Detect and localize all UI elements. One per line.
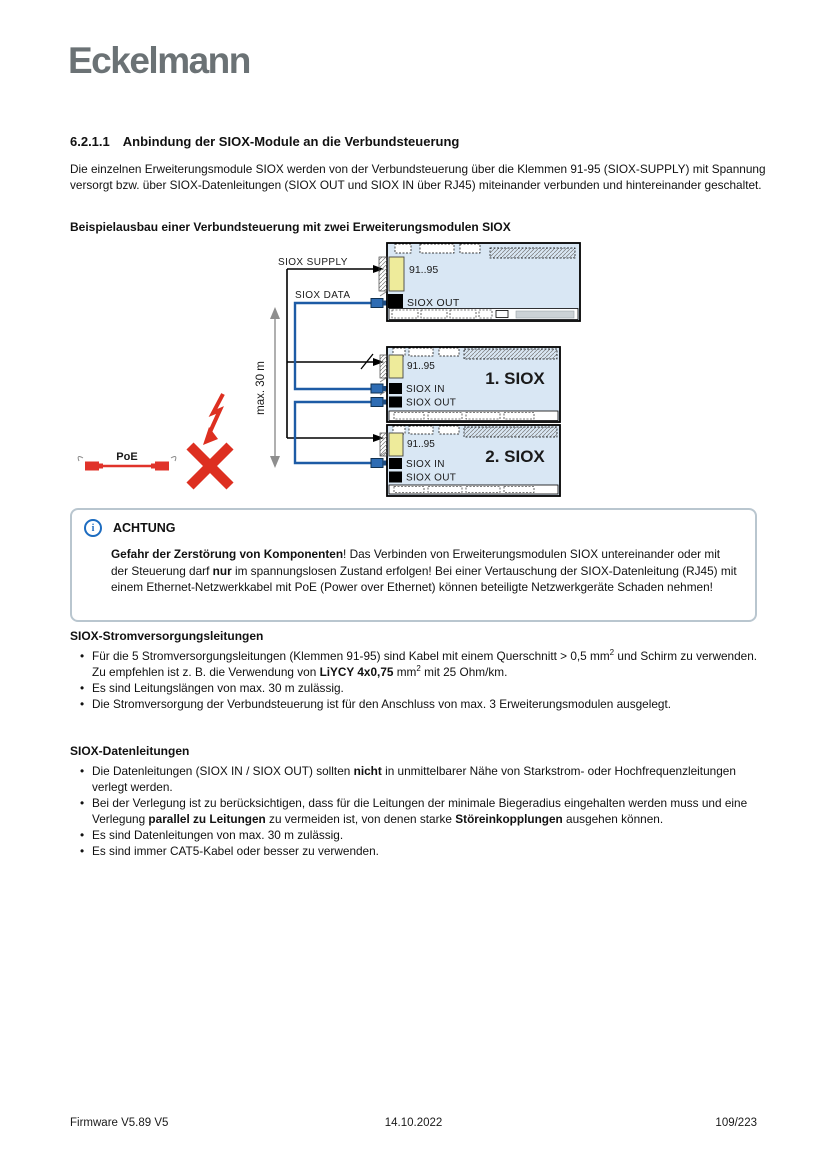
company-logo: Eckelmann — [68, 40, 250, 81]
distance-label: max. 30 m — [255, 361, 267, 415]
bullet-text: Die Datenleitungen (SIOX IN / SIOX OUT) sollten — [92, 764, 354, 778]
bullet-text: mm — [393, 665, 417, 679]
module-name: 2. SIOX — [485, 447, 545, 466]
port-label: SIOX OUT — [406, 472, 457, 484]
siox-in-port — [389, 458, 402, 469]
supply-socket — [379, 257, 387, 291]
bullet-bold-text: Störeinkopplungen — [455, 812, 563, 826]
module-name: 1. SIOX — [485, 369, 545, 388]
bullet-text: zu vermeiden ist, von denen starke — [265, 812, 456, 826]
info-circle-icon: i — [84, 519, 102, 537]
terminal-block-91-95 — [389, 257, 404, 291]
siox-out-port — [389, 397, 402, 408]
footer-firmware: Firmware V5.89 V5 — [70, 1117, 169, 1129]
rj45-plug-icon — [371, 292, 388, 308]
siox-module-1 — [380, 347, 560, 422]
subsection-heading: SIOX-Stromversorgungsleitungen — [70, 629, 264, 643]
port-label: SIOX OUT — [407, 297, 460, 309]
page-footer — [70, 1117, 757, 1129]
bullet-text: und Schirm zu verwenden. Zu empfehlen ist z. B. die Verwendung von — [92, 649, 758, 679]
section-heading — [70, 134, 459, 149]
poe-plug-icon — [85, 462, 99, 471]
vent-grid — [464, 349, 557, 359]
bullet-item: • Es sind immer CAT5-Kabel oder besser zu verwenden. — [70, 843, 770, 859]
diagram-canvas — [70, 241, 760, 501]
supply-socket — [380, 355, 387, 378]
notice-text: im spannungslosen Zustand erfolgen! Bei einer Vertauschung der SIOX-Datenleitung (RJ45) mit einem Ethernet-Netzwerkkabel mit PoE (Power over Ethernet) können beteiligte Netzwerkgeräte Schaden nehmen! — [111, 563, 737, 594]
footer-date: 14.10.2022 — [384, 1117, 443, 1129]
siox-module-2 — [380, 425, 560, 496]
poe-label: PoE — [116, 451, 138, 463]
notice-bold-text: nur — [212, 563, 232, 578]
warning-notice-box — [70, 508, 757, 622]
rj45-plug-icon — [371, 378, 388, 393]
bullet-text: ausgehen können. — [562, 812, 664, 826]
siox-out-port — [388, 294, 403, 308]
poe-plug-icon — [155, 462, 169, 471]
section-title: Anbindung der SIOX-Module an die Verbundsteuerung — [122, 134, 460, 149]
notice-title: ACHTUNG — [113, 521, 176, 535]
intro-paragraph: Die einzelnen Erweiterungsmodule SIOX werden von der Verbundsteuerung über die Klemmen 91-95 (SIOX-SUPPLY) mit Spannung versorgt bzw. über SIOX-Datenleitungen (SIOX OUT und SIOX IN über RJ45) miteinander verbunden und hintereinander geschaltet. — [70, 162, 766, 192]
bullet-item: • Es sind Datenleitungen von max. 30 m zulässig. — [70, 827, 770, 843]
data-cables — [295, 303, 372, 463]
distance-arrow — [255, 307, 280, 468]
bullet-text: in unmittelbarer Nähe von Starkstrom- oder Hochfrequenzleitungen verlegt werden. — [92, 764, 736, 794]
bullet-text: Bei der Verlegung ist zu berücksichtigen, dass für die Leitungen der minimale Biegeradius eingehalten werden muss und eine Verlegung — [92, 796, 748, 826]
type-plate — [516, 311, 574, 318]
siox-in-port — [389, 383, 402, 394]
port-label: SIOX OUT — [406, 397, 457, 409]
power-lines-section — [70, 629, 770, 712]
terminal-label: 91..95 — [407, 361, 435, 372]
lightning-icon — [203, 394, 223, 445]
data-cable-2 — [295, 402, 372, 463]
notice-body — [111, 546, 737, 596]
figure-caption: Beispielausbau einer Verbundsteuerung mit zwei Erweiterungsmodulen SIOX — [70, 220, 511, 234]
bullet-item: • Die Stromversorgung der Verbundsteuerung ist für den Anschluss von max. 3 Erweiterungsmodulen ausgelegt. — [70, 696, 770, 712]
data-cable-1 — [295, 303, 372, 389]
controller-module — [379, 243, 580, 321]
bullet-item — [70, 795, 770, 827]
bullet-bold-text: LiYCY 4x0,75 — [319, 665, 394, 679]
supply-arrowheads — [373, 265, 384, 442]
prohibition-x-icon — [190, 446, 230, 486]
superscript: 2 — [416, 664, 421, 674]
section-number: 6.2.1.1 — [70, 134, 110, 149]
bullet-bold-text: parallel zu Leitungen — [148, 812, 266, 826]
notice-text: ! Das Verbinden von Erweiterungsmodulen SIOX untereinander oder mit der Steuerung darf — [111, 547, 721, 578]
notice-bold-text: Gefahr der Zerstörung von Komponenten — [111, 547, 344, 561]
data-lines-section — [70, 744, 770, 859]
subsection-heading: SIOX-Datenleitungen — [70, 744, 190, 758]
poe-cable — [78, 451, 176, 471]
port-label: SIOX IN — [406, 384, 445, 395]
footer-page-number: 109/223 — [715, 1117, 757, 1129]
port-label: SIOX IN — [406, 459, 445, 470]
terminal-label: 91..95 — [407, 439, 435, 450]
terminal-block-91-95 — [389, 433, 403, 456]
bullet-text: Für die 5 Stromversorgungsleitungen (Klemmen 91-95) sind Kabel mit einem Querschnitt > 0,5 mm — [92, 649, 610, 663]
siox-wiring-diagram — [70, 241, 760, 501]
terminal-label: 91..95 — [409, 264, 439, 276]
data-label: SIOX DATA — [295, 290, 351, 301]
vent-grid — [464, 427, 557, 437]
bullet-item: • Es sind Leitungslängen von max. 30 m zulässig. — [70, 680, 770, 696]
superscript: 2 — [609, 648, 615, 658]
terminal-block-91-95 — [389, 355, 403, 378]
supply-label: SIOX SUPPLY — [278, 257, 348, 268]
bullet-bold-text: nicht — [353, 764, 382, 778]
vent-grid — [490, 248, 575, 258]
supply-socket — [380, 433, 387, 456]
bullet-text: mit 25 Ohm/km. — [420, 665, 508, 679]
siox-out-port — [389, 472, 402, 483]
bullet-item — [70, 763, 770, 795]
bullet-item — [70, 648, 770, 680]
